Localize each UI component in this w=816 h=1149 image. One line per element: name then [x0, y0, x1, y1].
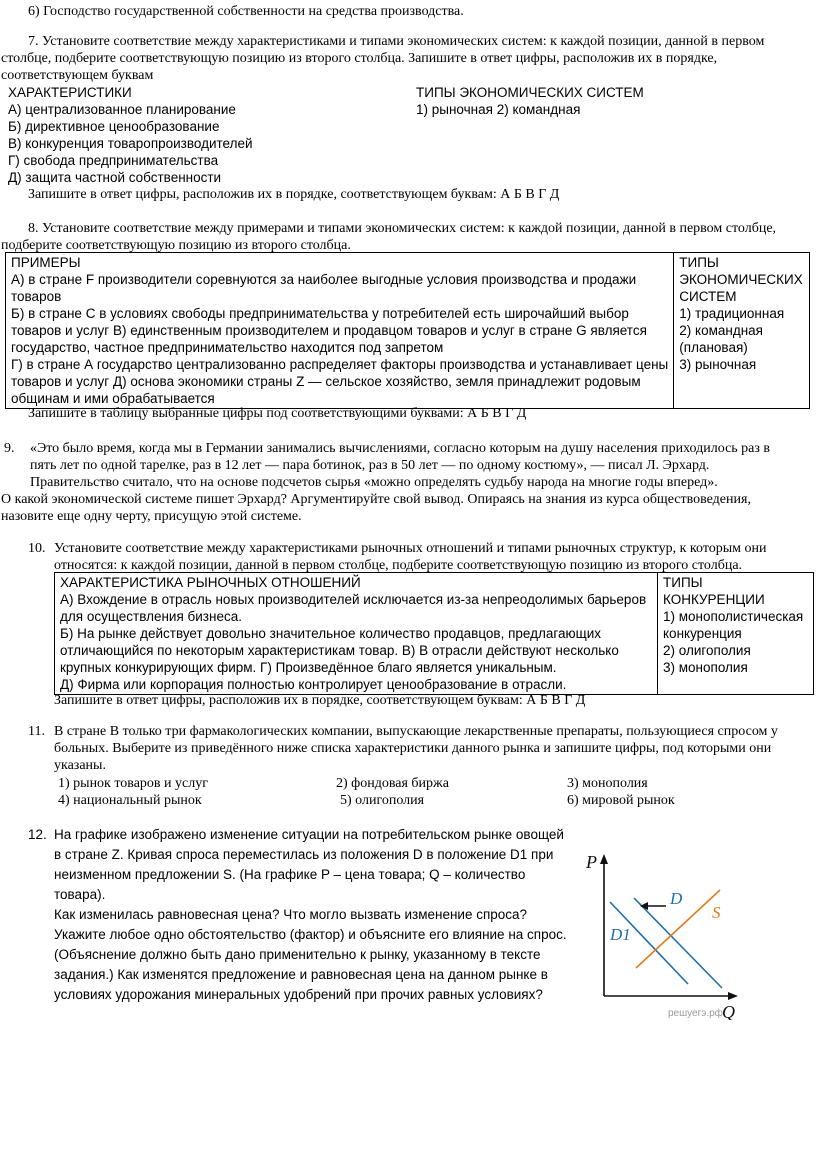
q12-line-3: неизменном предложении S. (На графике P – цена товара; Q – количество [54, 867, 526, 882]
q10-right-3: конкуренция [663, 626, 742, 641]
q8-right-5: (плановая) [679, 340, 748, 355]
q8-table [5, 252, 810, 409]
q10-right-1: КОНКУРЕНЦИИ [663, 592, 765, 607]
q6-text: 6) Господство государственной собственности на средства производства. [28, 4, 464, 19]
q11-num: 11. [28, 724, 45, 739]
q8-right-1: ЭКОНОМИЧЕСКИХ [679, 272, 803, 287]
p-axis-arrow [600, 854, 608, 864]
q7-item-d: Д) защита частной собственности [8, 170, 222, 185]
q12-line-4: товара). [54, 887, 106, 902]
q10-right-4: 2) олигополия [663, 643, 751, 658]
q7-col1-header: ХАРАКТЕРИСТИКИ [8, 85, 132, 100]
q8-line-2: подберите соответствующую позицию из второго столбца. [1, 238, 351, 253]
q11-option-2: 2) фондовая биржа [336, 776, 449, 791]
d1-label: D1 [610, 925, 631, 944]
q11-option-4: 4) национальный рынок [58, 793, 202, 808]
q10-line-2: относятся: к каждой позиции, данной в первом столбце, подберите соответствующую позицию из второго столбца. [54, 558, 743, 573]
q8-left-7: товаров и услуг Д) основа экономики страны Z — сельское хозяйство, земля принадлежит родовым [11, 374, 641, 389]
q-axis-label: Q [722, 1002, 735, 1020]
q8-right-4: 2) командная [679, 323, 763, 338]
q9-line-4: О какой экономической системе пишет Эрхард? Аргументируйте свой вывод. Опираясь на знания из курса обществоведения, [1, 492, 751, 507]
q8-left-1: А) в стране F производители соревнуются за наиболее выгодные условия производства и продажи [11, 272, 637, 287]
q8-right-2: СИСТЕМ [679, 289, 737, 304]
q8-examples-cell [6, 253, 674, 409]
q7-col2-header: ТИПЫ ЭКОНОМИЧЕСКИХ СИСТЕМ [416, 85, 644, 100]
q10-right-0: ТИПЫ [663, 575, 703, 590]
q7-item-v: В) конкуренция товаропроизводителей [8, 136, 253, 151]
q10-left-3: Б) На рынке действует довольно значительное количество продавцов, предлагающих [60, 626, 602, 641]
q11-option-1: 1) рынок товаров и услуг [58, 776, 208, 791]
q12-line-8: задания.) Как изменятся предложение и равновесная цена на данном рынке в [54, 967, 548, 982]
q7-answer: Запишите в ответ цифры, расположив их в порядке, соответствующем буквам: А Б В Г Д [28, 187, 560, 202]
q10-right-2: 1) монополистическая [663, 609, 804, 624]
p-axis-label: P [586, 852, 597, 872]
q11-line-1: В стране В только три фармакологических компании, выпускающие лекарственные препараты, пользующиеся спросом у [54, 724, 778, 739]
q10-left-0: ХАРАКТЕРИСТИКА РЫНОЧНЫХ ОТНОШЕНИЙ [60, 575, 361, 590]
q12-line-1: На графике изображено изменение ситуации на потребительском рынке овощей [54, 827, 564, 842]
q9-line-5: назовите еще одну черту, присущую этой системе. [1, 509, 302, 524]
q7-item-a: А) централизованное планирование [8, 102, 236, 117]
q9-line-1: «Это было время, когда мы в Германии занимались вычислениями, согласно которым на душу населения приходилось раз в [30, 441, 771, 456]
q9-line-2: пять лет по одной тарелке, раз в 12 лет — пара ботинок, раз в 50 лет — по одному костюму», — писал Л. Эрхард. [30, 458, 710, 473]
q10-num: 10. [28, 541, 46, 556]
q8-left-5: государство, частное предпринимательство находится под запретом [11, 340, 444, 355]
q7-line-1: 7. Установите соответствие между характеристиками и типами экономических систем: к каждой позиции, данной в первом [28, 34, 765, 49]
q11-option-5: 5) олигополия [340, 793, 425, 808]
q10-left-5: крупных конкурирующих фирм. Г) Произведённое благо является уникальным. [60, 660, 557, 675]
q10-answer: Запишите в ответ цифры, расположив их в порядке, соответствующем буквам: А Б В Г Д [54, 693, 586, 708]
q7-line-2: столбце, подберите соответствующую позицию из второго столбца. Запишите в ответ цифры, расположив их в порядке, [1, 51, 718, 66]
q11-line-2: больных. Выберите из приведённого ниже списка характеристики данного рынка и запишите цифры, под которыми они [54, 741, 772, 756]
q10-left-6: Д) Фирма или корпорация полностью контролирует ценообразование в отрасли. [60, 677, 567, 692]
q10-right-5: 3) монополия [663, 660, 748, 675]
q7-line-3: соответствующем буквам [1, 68, 154, 83]
q10-types-cell [658, 573, 814, 695]
q8-types-cell [674, 253, 810, 409]
q9-line-3: Правительство считало, что на основе подсчетов сырья «можно определять судьбу народа на многие годы вперед». [30, 475, 718, 490]
q11-option-6: 6) мировой рынок [567, 793, 675, 808]
q10-characteristics-cell [55, 573, 658, 695]
q9-num: 9. [4, 441, 15, 456]
q8-line-1: 8. Установите соответствие между примерами и типами экономических систем: к каждой позиции, данной в первом столбце, [28, 221, 777, 236]
q12-num: 12. [28, 827, 47, 842]
q7-types: 1) рыночная 2) командная [416, 102, 581, 117]
q11-line-3: указаны. [54, 758, 106, 773]
q12-line-9: условиях удорожания минеральных удобрений при прочих равных условиях? [54, 987, 543, 1002]
q8-left-3: Б) в стране С в условиях свободы предпринимательства у потребителей есть широчайший выбор [11, 306, 629, 321]
q8-right-3: 1) традиционная [679, 306, 785, 321]
q10-left-1: А) Вхождение в отрасль новых производителей исключается из-за непреодолимых барьеров [60, 592, 647, 607]
q10-left-4: отличающийся по некоторым характеристикам товар. В) В отрасли действуют несколько [60, 643, 619, 658]
q8-left-4: товаров и услуг В) единственным производителем и продавцом товаров и услуг в стране G является [11, 323, 647, 338]
q8-left-6: Г) в стране А государство централизованно распределяет факторы производства и устанавливает цены [11, 357, 669, 372]
q12-line-2: в стране Z. Кривая спроса переместилась из положения D в положение D1 при [54, 847, 554, 862]
q12-line-5: Как изменилась равновесная цена? Что могло вызвать изменение спроса? [54, 907, 528, 922]
q8-right-0: ТИПЫ [679, 255, 719, 270]
q8-left-2: товаров [11, 289, 62, 304]
q10-line-1: Установите соответствие между характеристиками рыночных отношений и типами рыночных структур, к которым они [54, 541, 767, 556]
q12-line-7: (Объяснение должно быть дано применительно к рынку, указанному в тексте [54, 947, 541, 962]
q8-left-8: общинам и ими обрабатывается [11, 391, 215, 406]
q8-answer: Запишите в таблицу выбранные цифры под соответствующими буквами: А Б В Г Д [28, 406, 527, 421]
q7-item-g: Г) свобода предпринимательства [8, 153, 219, 168]
d-label: D [670, 889, 683, 908]
s-label: S [712, 903, 721, 922]
q12-line-6: Укажите любое одно обстоятельство (фактор) и объясните его влияние на спрос. [54, 927, 567, 942]
q8-right-6: 3) рыночная [679, 357, 757, 372]
q11-option-3: 3) монополия [567, 776, 648, 791]
q10-left-2: для осуществления бизнеса. [60, 609, 242, 624]
q7-item-b: Б) директивное ценообразование [8, 119, 220, 134]
q10-table [54, 572, 814, 695]
q8-left-0: ПРИМЕРЫ [11, 255, 81, 270]
q-axis-arrow [728, 992, 738, 1000]
supply-demand-graph [570, 848, 750, 1020]
watermark: решуегэ.рф [668, 1008, 723, 1019]
